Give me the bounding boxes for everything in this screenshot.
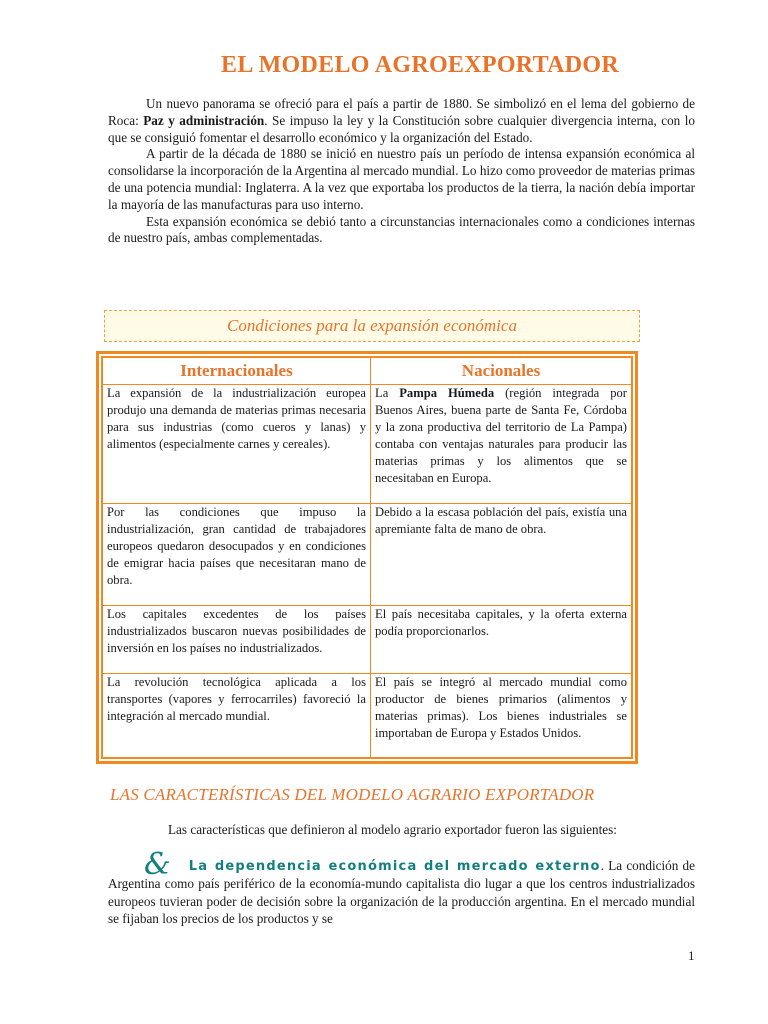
table-cell: Los capitales excedentes de los países industrializados buscaron nuevas posibilidades de inversión en los países no industrializados. (103, 606, 371, 674)
table-row (103, 674, 632, 758)
pampa-humeda-bold: Pampa Húmeda (399, 386, 495, 400)
item-heading: La dependencia económica del mercado externo (188, 859, 601, 874)
intro-section (108, 96, 695, 247)
table-cell: El país necesitaba capitales, y la oferta externa podía proporcionarlos. (371, 606, 632, 674)
conditions-table (102, 357, 632, 758)
table-cell: El país se integró al mercado mundial como productor de bienes primarios (alimentos y materias primas). Los bienes industriales se importaban de Europa y Estados Unidos. (371, 674, 632, 758)
characteristic-item (108, 847, 695, 928)
table-row (103, 606, 632, 674)
table-cell: La revolución tecnológica aplicada a los transportes (vapores y ferrocarriles) favoreció la integración al mercado mundial. (103, 674, 371, 758)
section-subtitle: Las características que definieron al modelo agrario exportador fueron las siguientes: (168, 822, 617, 837)
item-text: . La condición de Argentina como país periférico de la economía-mundo capitalista dio lugar a que los centros industrializados europeos tuvieran poder de decisión sobre la organización de la producción argentina. En el mercado mundial se fijaban los precios de los productos y se (108, 858, 695, 927)
conditions-banner: Condiciones para la expansión económica (104, 310, 640, 342)
table-cell: Por las condiciones que impuso la industrialización, gran cantidad de trabajadores europeos quedaron desocupados y en condiciones de emigrar hacia países que necesitaran mano de obra. (103, 504, 371, 606)
page-number: 1 (688, 948, 695, 963)
table-row (103, 385, 632, 504)
ampersand-bullet-icon: & (144, 847, 171, 882)
intro-paragraph-1: Un nuevo panorama se ofreció para el país a partir de 1880. Se simbolizó en el lema del gobierno de Roca: Paz y administración. Se impuso la ley y la Constitución sobre cualquier divergencia interna, con lo que se consiguió fomentar el desarrollo económico y la organización del Estado. (108, 96, 695, 145)
page-title: EL MODELO AGROEXPORTADOR (221, 52, 619, 78)
intro-paragraph-3: Esta expansión económica se debió tanto a circunstancias internacionales como a condiciones internas de nuestro país, ambas complementadas. (108, 213, 695, 246)
intro-paragraph-2: A partir de la década de 1880 se inició en nuestro país un período de intensa expansión económica al consolidarse la incorporación de la Argentina al mercado mundial. Lo hizo como proveedor de materias primas de una potencia mundial: Inglaterra. A la vez que exportaba los productos de la tierra, la nación debía importar la mayoría de las manufacturas para uso interno. (108, 146, 695, 212)
table-header-row (103, 358, 632, 385)
table-cell: La Pampa Húmeda (región integrada por Buenos Aires, buena parte de Santa Fe, Córdoba y la zona productiva del territorio de La Pampa) contaba con ventajas naturales para producir las materias primas y los alimentos que se necesitaban en Europa. (371, 385, 632, 504)
table-row (103, 504, 632, 606)
section-heading: LAS CARACTERÍSTICAS DEL MODELO AGRARIO EXPORTADOR (110, 785, 595, 804)
column-header-internacionales: Internacionales (103, 358, 371, 385)
table-cell: Debido a la escasa población del país, existía una apremiante falta de mano de obra. (371, 504, 632, 606)
conditions-table-frame (96, 351, 638, 764)
table-cell: La expansión de la industrialización europea produjo una demanda de materias primas necesaria para sus industrias (como cueros y lanas) y alimentos (especialmente carnes y cereales). (103, 385, 371, 504)
column-header-nacionales: Nacionales (371, 358, 632, 385)
motto: Paz y administración (143, 112, 265, 128)
